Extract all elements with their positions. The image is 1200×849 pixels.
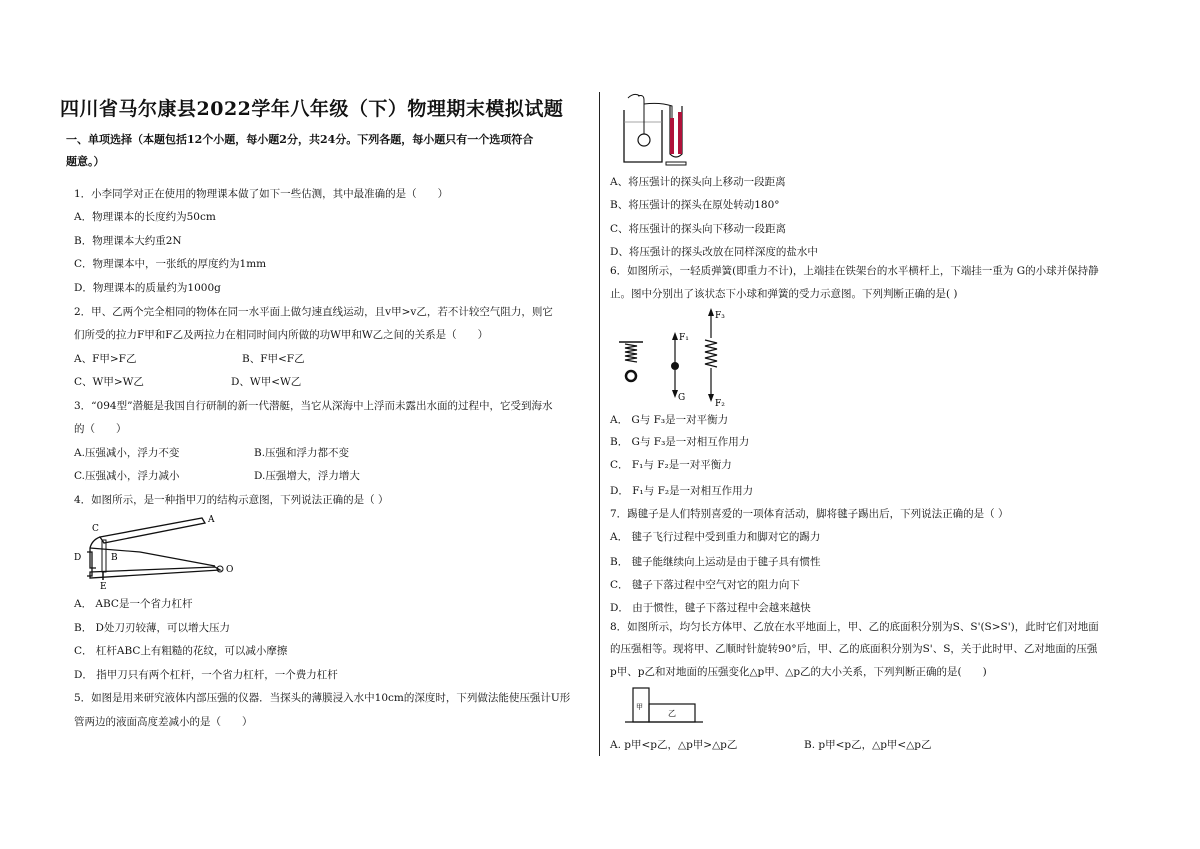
q6-option-b: B． G与 F₃是一对相互作用力 xyxy=(610,436,750,448)
q5-option-c: C、将压强计的探头向下移动一段距离 xyxy=(610,223,787,235)
q5-option-a: A、将压强计的探头向上移动一段距离 xyxy=(610,176,786,188)
question-2-line1: 2．甲、乙两个完全相同的物体在同一水平面上做匀速直线运动，且v甲>v乙，若不计较空气阻力，则它 xyxy=(74,306,553,318)
question-3-line1: 3．“094型”潜艇是我国自行研制的新一代潜艇，当它从深海中上浮而未露出水面的过程中，它受到海水 xyxy=(74,400,553,412)
question-4: 4．如图所示，是一种指甲刀的结构示意图，下列说法正确的是（ ） xyxy=(74,494,389,506)
fig4-label-b: B xyxy=(111,553,118,563)
question-1: 1．小李同学对正在使用的物理课本做了如下一些估测，其中最准确的是（ ） xyxy=(74,188,449,200)
column-divider xyxy=(599,92,600,756)
q7-option-b: B． 毽子能继续向上运动是由于毽子具有惯性 xyxy=(610,556,821,568)
question-8-line1: 8．如图所示，均匀长方体甲、乙放在水平地面上，甲、乙的底面积分别为S、S'(S>S')，此时它们对地面 xyxy=(610,621,1099,633)
q1-option-b: B．物理课本大约重2N xyxy=(74,235,182,247)
question-6-line1: 6．如图所示，一轻质弹簧(即重力不计)，上端挂在铁架台的水平横杆上，下端挂一重为 G的小球并保持静 xyxy=(610,265,1099,277)
fig4-label-c: C xyxy=(92,524,99,534)
q7-option-d: D． 由于惯性，毽子下落过程中会越来越快 xyxy=(610,602,811,614)
fig4-label-d: D xyxy=(74,553,82,563)
question-5-line1: 5．如图是用来研究液体内部压强的仪器．当探头的薄膜浸入水中10cm的深度时，下列做法能使压强计U形 xyxy=(74,692,571,704)
fig4-label-a: A xyxy=(208,515,215,525)
q2-option-d: D、W甲<W乙 xyxy=(231,376,302,388)
question-2-line2: 们所受的拉力F甲和F乙及两拉力在相同时间内所做的功W甲和W乙之间的关系是（ ） xyxy=(74,329,489,341)
q2-option-a: A、F甲>F乙 xyxy=(74,353,137,365)
fig6-label-g: G xyxy=(678,393,686,403)
q2-option-b: B、F甲<F乙 xyxy=(242,353,305,365)
question-6-line2: 止。图中分别出了该状态下小球和弹簧的受力示意图。下列判断正确的是( ) xyxy=(610,288,958,300)
blocks-figure xyxy=(625,685,705,725)
q3-option-a: A.压强减小，浮力不变 xyxy=(74,447,180,459)
page-title: 四川省马尔康县2022学年八年级（下）物理期末模拟试题 xyxy=(60,98,564,120)
question-5-line2: 管两边的液面高度差减小的是（ ） xyxy=(74,716,253,728)
q8-option-a: A. p甲<p乙，△p甲>△p乙 xyxy=(610,739,738,751)
q1-option-d: D．物理课本的质量约为1000g xyxy=(74,282,221,294)
q6-option-a: A． G与 F₃是一对平衡力 xyxy=(610,414,729,426)
fig6-label-f1: F₁ xyxy=(679,333,689,343)
q5-option-d: D、将压强计的探头改放在同样深度的盐水中 xyxy=(610,246,818,258)
q5-option-b: B、将压强计的探头在原处转动180° xyxy=(610,199,780,211)
q2-option-c: C、W甲>W乙 xyxy=(74,376,144,388)
q6-option-d: D． F₁与 F₂是一对相互作用力 xyxy=(610,485,754,497)
section-heading-line1: 一、单项选择（本题包括12个小题，每小题2分，共24分。下列各题，每小题只有一个选项符合 xyxy=(66,133,534,146)
fig6-label-f2: F₂ xyxy=(715,399,725,408)
q4-option-b: B． D处刀刃较薄，可以增大压力 xyxy=(74,622,230,634)
q7-option-a: A． 毽子飞行过程中受到重力和脚对它的踢力 xyxy=(610,531,821,543)
fig6-label-f3: F₃ xyxy=(715,311,725,321)
q1-option-c: C．物理课本中，一张纸的厚度约为1mm xyxy=(74,258,267,270)
spring-force-figure xyxy=(615,308,735,408)
q6-option-c: C． F₁与 F₂是一对平衡力 xyxy=(610,459,732,471)
pressure-gauge-figure xyxy=(620,92,695,167)
q3-option-c: C.压强减小，浮力减小 xyxy=(74,470,180,482)
fig8-label-jia: 甲 xyxy=(636,703,643,711)
section-heading-line2: 题意。） xyxy=(66,155,105,168)
question-8-line2: 的压强相等。现将甲、乙顺时针旋转90°后，甲、乙的底面积分别为S'、S，关于此时甲、乙对地面的压强 xyxy=(610,643,1098,655)
question-7: 7．踢毽子是人们特别喜爱的一项体育活动，脚将毽子踢出后，下列说法正确的是（ ） xyxy=(610,508,1009,520)
q4-option-c: C． 杠杆ABC上有粗糙的花纹，可以减小摩擦 xyxy=(74,645,288,657)
q8-option-b: B. p甲<p乙，△p甲<△p乙 xyxy=(804,739,932,751)
q1-option-a: A．物理课本的长度约为50cm xyxy=(74,211,216,223)
q4-option-a: A． ABC是一个省力杠杆 xyxy=(74,598,193,610)
fig4-label-e: E xyxy=(100,582,107,590)
fig8-label-yi: 乙 xyxy=(668,709,676,718)
question-3-line2: 的（ ） xyxy=(74,423,127,435)
fig4-label-o: O xyxy=(226,565,234,575)
q3-option-b: B.压强和浮力都不变 xyxy=(254,447,350,459)
q3-option-d: D.压强增大，浮力增大 xyxy=(254,470,360,482)
question-8-line3: p甲、p乙和对地面的压强变化△p甲、△p乙的大小关系，下列判断正确的是( ) xyxy=(610,666,987,678)
q7-option-c: C． 毽子下落过程中空气对它的阻力向下 xyxy=(610,579,800,591)
q4-option-d: D． 指甲刀只有两个杠杆，一个省力杠杆，一个费力杠杆 xyxy=(74,669,338,681)
nail-clipper-figure xyxy=(70,510,240,590)
